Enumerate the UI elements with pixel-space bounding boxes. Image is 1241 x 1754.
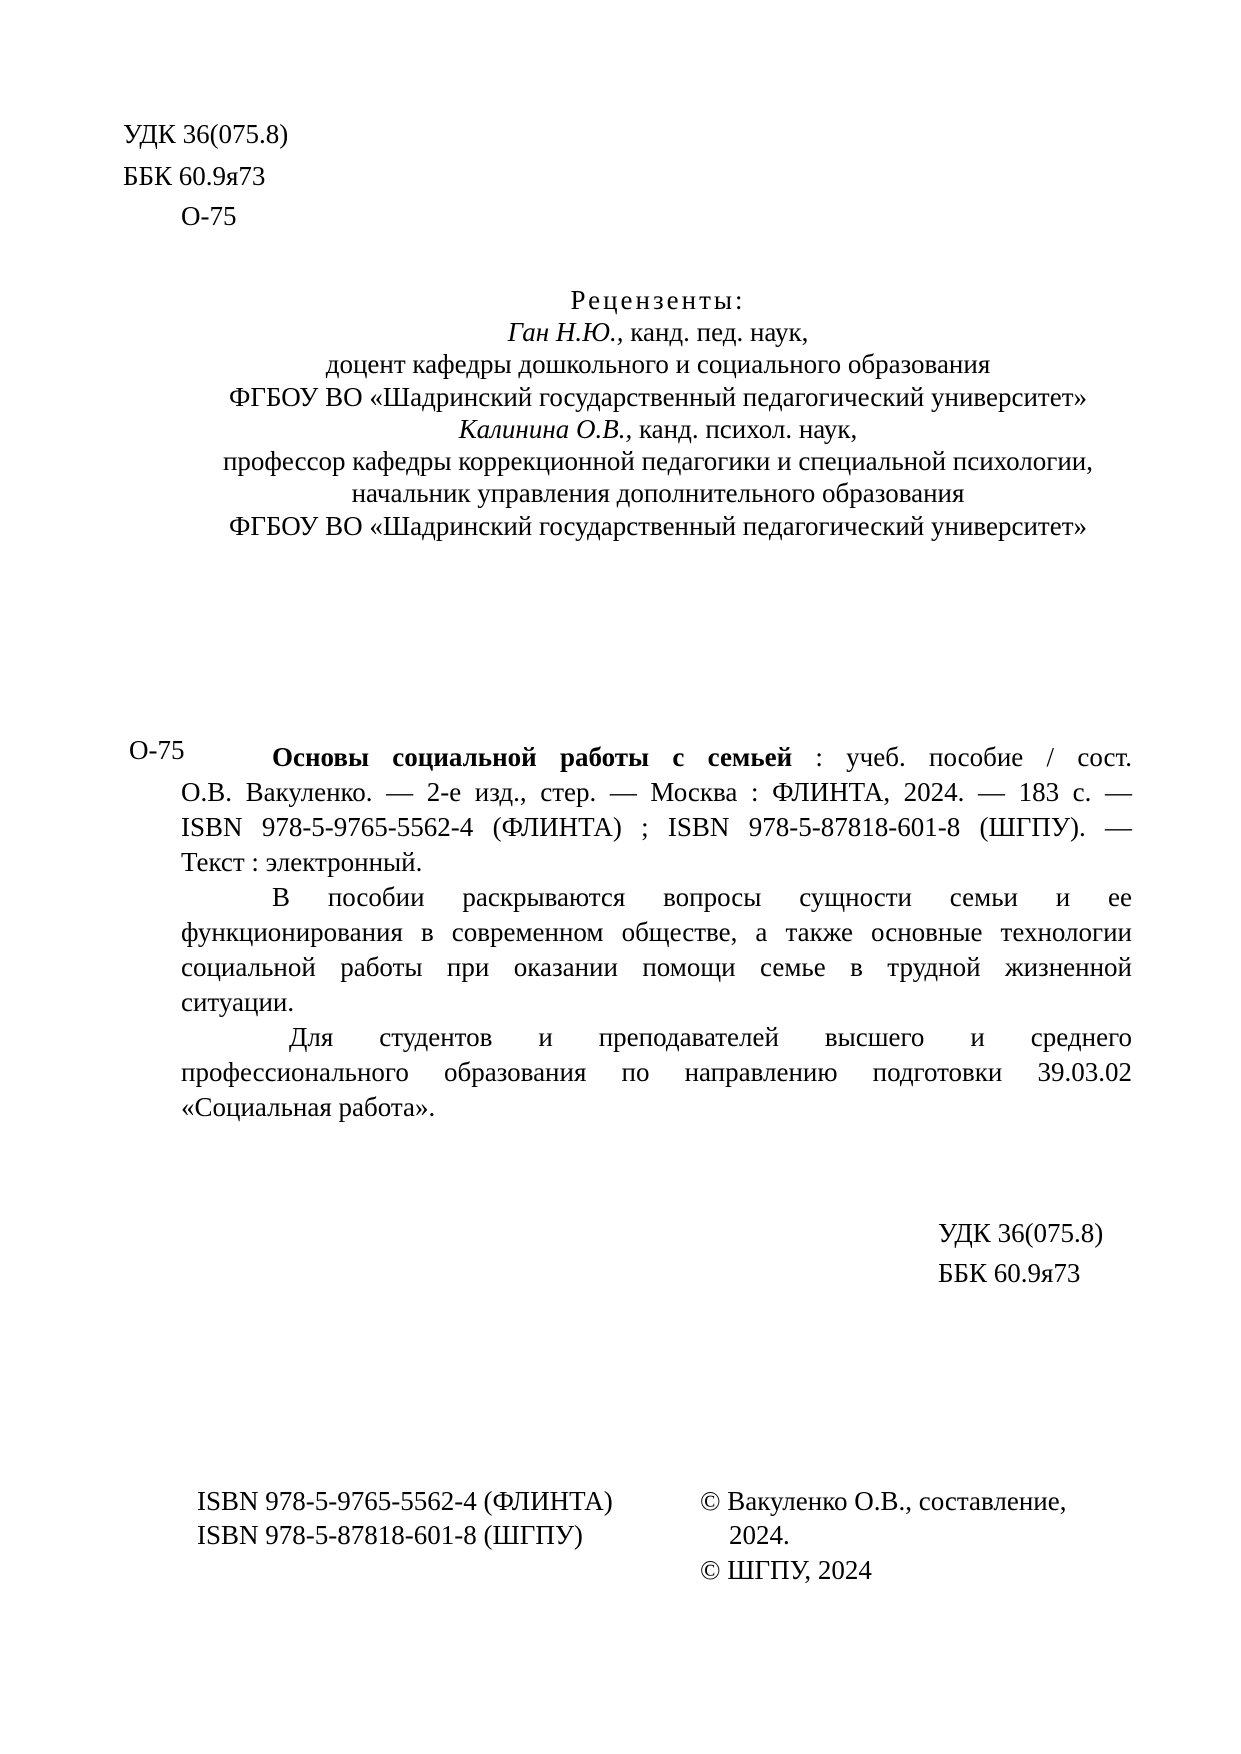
abstract-line-4: ситуации. [181, 987, 295, 1017]
bbk-code-bottom: ББК 60.9я73 [938, 1258, 1081, 1288]
isbn-shgpu: ISBN 978-5-87818-601-8 (ШГПУ) [197, 1520, 583, 1550]
biblio-line-1-rest: : учеб. пособие / сост. [792, 742, 1132, 772]
abstract-line-3: социальной работы при оказании помощи семье в трудной жизненной [181, 952, 1132, 982]
reviewer-1-name: Ган Н.Ю., [507, 317, 624, 347]
bbk-code: ББК 60.9я73 [123, 161, 266, 191]
reviewer-1-position: доцент кафедры дошкольного и социального образования [325, 349, 991, 379]
reviewer-1 [0, 315, 1241, 350]
book-title: Основы социальной работы с семьей [272, 742, 793, 772]
reviewers-heading: Рецензенты: [570, 285, 746, 315]
abstract-line-1: В пособии раскрываются вопросы сущности семьи и ее [272, 882, 1132, 912]
udk-code: УДК 36(075.8) [123, 119, 289, 149]
biblio-line-3: ISBN 978-5-9765-5562-4 (ФЛИНТА) ; ISBN 978-5-87818-601-8 (ШГПУ). — [181, 812, 1132, 842]
reviewer-2-position: профессор кафедры коррекционной педагогики и специальной психологии, [222, 446, 1093, 476]
biblio-line-2: О.В. Вакуленко. — 2-е изд., стер. — Москва : ФЛИНТА, 2024. — 183 с. — [181, 777, 1132, 807]
isbn-flinta: ISBN 978-5-9765-5562-4 (ФЛИНТА) [197, 1486, 613, 1516]
audience-line-1: Для студентов и преподавателей высшего и среднего [289, 1022, 1132, 1052]
abstract-line-2: функционирования в современном обществе, а также основные технологии [181, 917, 1132, 947]
copyright-compiler-year: 2024. [729, 1520, 790, 1550]
reviewer-2-degree: канд. психол. наук, [632, 414, 858, 444]
copyright-university: © ШГПУ, 2024 [700, 1555, 872, 1585]
reviewer-2 [0, 412, 1241, 447]
biblio-line-4: Текст : электронный. [181, 847, 423, 877]
biblio-line-1 [272, 740, 1132, 775]
copyright-compiler: © Вакуленко О.В., составление, [700, 1486, 1067, 1516]
author-sign: О-75 [181, 201, 237, 231]
reviewer-1-org: ФГБОУ ВО «Шадринский государственный педагогический университет» [229, 382, 1087, 412]
reviewer-2-name: Калинина О.В., [458, 414, 633, 444]
reviewer-1-degree: канд. пед. наук, [623, 317, 809, 347]
udk-code-bottom: УДК 36(075.8) [938, 1218, 1104, 1248]
reviewer-2-position-2: начальник управления дополнительного образования [351, 478, 965, 508]
reviewer-2-org: ФГБОУ ВО «Шадринский государственный педагогический университет» [229, 511, 1087, 541]
audience-line-2: профессионального образования по направлению подготовки 39.03.02 [181, 1057, 1132, 1087]
biblio-sign: О-75 [129, 735, 185, 765]
audience-line-3: «Социальная работа». [181, 1092, 436, 1122]
